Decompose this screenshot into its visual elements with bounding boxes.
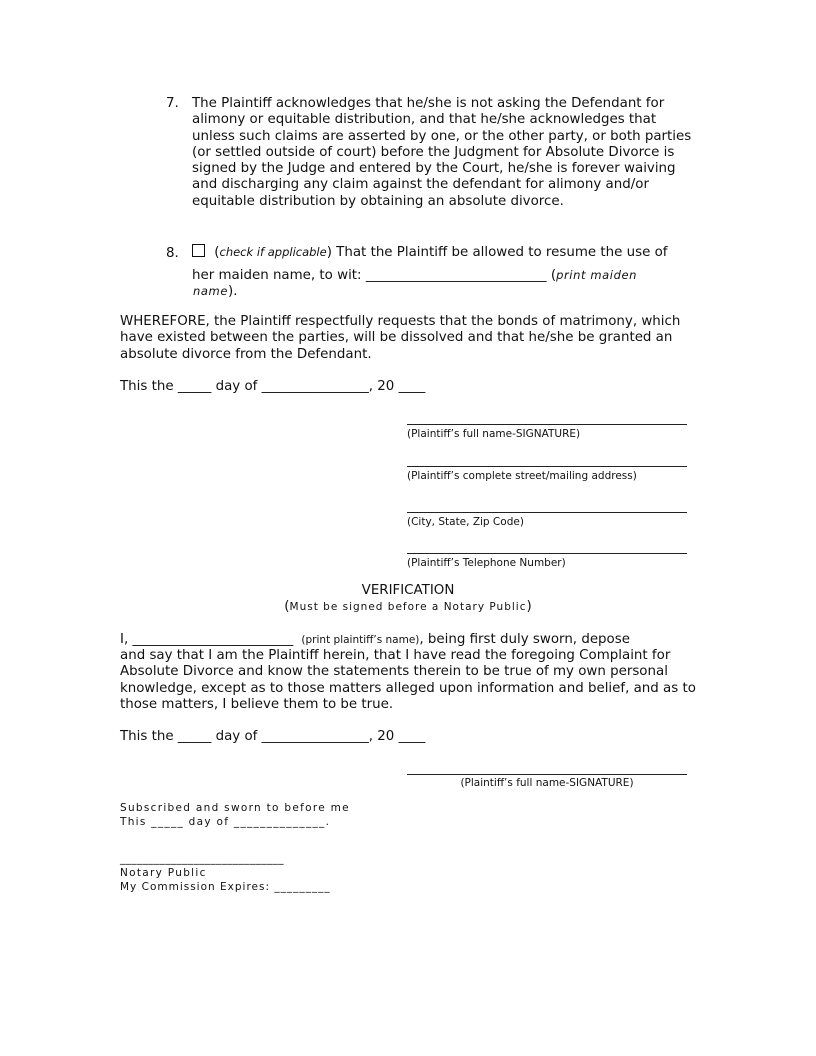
- item-7-line: The Plaintiff acknowledges that he/she is not asking the Defendant for: [192, 96, 665, 111]
- verification-title: VERIFICATION: [361, 583, 455, 598]
- item-8-line-2: her maiden name, to wit: ___________________________ (print maiden: [192, 268, 638, 283]
- notary-commission[interactable]: My Commission Expires: _________: [120, 881, 331, 893]
- item-7-line: equitable distribution by obtaining an absolute divorce.: [192, 193, 564, 209]
- date-line-1[interactable]: This the _____ day of ________________, 20 ____: [120, 379, 426, 394]
- item-7-line: (or settled outside of court) before the Judgment for Absolute Divorce is: [192, 144, 675, 160]
- item-8-number: 8.: [166, 246, 179, 261]
- city-line[interactable]: [407, 512, 687, 513]
- item-7-line: unless such claims are asserted by one, or the other party, or both parties: [192, 128, 692, 144]
- notary-title: Notary Public: [120, 867, 207, 879]
- wherefore-line: WHEREFORE, the Plaintiff respectfully requests that the bonds of matrimony, which: [120, 314, 681, 329]
- verification-line-1: I, ________________________ (print plaintiff’s name), being first duly sworn, depose: [120, 632, 630, 647]
- signature-label: (Plaintiff’s full name-SIGNATURE): [407, 428, 581, 440]
- signature-line[interactable]: [407, 424, 687, 425]
- item-7-line: and discharging any claim against the defendant for alimony and/or: [192, 177, 649, 193]
- address-line[interactable]: [407, 466, 687, 467]
- signature-line-2[interactable]: [407, 774, 687, 775]
- wherefore-paragraph: [120, 314, 720, 363]
- item-7-number: 7.: [166, 96, 179, 111]
- item-7-text: [192, 96, 712, 210]
- plaintiff-name-field[interactable]: I, ________________________: [120, 632, 294, 647]
- maiden-name-checkbox[interactable]: [192, 244, 205, 257]
- address-label: (Plaintiff’s complete street/mailing address): [407, 470, 637, 482]
- verification-paragraph: [120, 648, 696, 713]
- date-line-2[interactable]: This the _____ day of ________________, 20 ____: [120, 729, 426, 744]
- notary-subscribed: Subscribed and sworn to before me: [120, 802, 350, 814]
- wherefore-line: have existed between the parties, will be dissolved and that he/she be granted an: [120, 330, 673, 346]
- maiden-name-field[interactable]: her maiden name, to wit: ___________________________ (: [192, 268, 557, 283]
- check-if-applicable-note: check if applicable: [219, 245, 327, 259]
- verification-line: Absolute Divorce and know the statements therein to be true of my own personal: [120, 664, 668, 680]
- phone-label: (Plaintiff’s Telephone Number): [407, 557, 566, 569]
- item-8-line-3: name).: [193, 284, 238, 299]
- notary-signature-line[interactable]: _____________________________: [120, 853, 284, 865]
- phone-line[interactable]: [407, 553, 687, 554]
- wherefore-line: absolute divorce from the Defendant.: [120, 346, 372, 362]
- city-label: (City, State, Zip Code): [407, 516, 524, 528]
- item-7-line: alimony or equitable distribution, and that he/she acknowledges that: [192, 112, 657, 128]
- signature-label-2: (Plaintiff’s full name-SIGNATURE): [460, 777, 634, 789]
- verification-line: and say that I am the Plaintiff herein, that I have read the foregoing Complaint for: [120, 648, 671, 663]
- item-7-line: signed by the Judge and entered by the Court, he/she is forever waiving: [192, 161, 676, 177]
- notary-this-day[interactable]: This _____ day of ______________.: [120, 816, 331, 828]
- verification-subtitle: (Must be signed before a Notary Public): [284, 599, 532, 614]
- verification-line: those matters, I believe them to be true.: [120, 696, 394, 712]
- item-8-line-1: (check if applicable) That the Plaintiff be allowed to resume the use of: [192, 244, 667, 261]
- verification-line: knowledge, except as to those matters alleged upon information and belief, and as to: [120, 680, 696, 696]
